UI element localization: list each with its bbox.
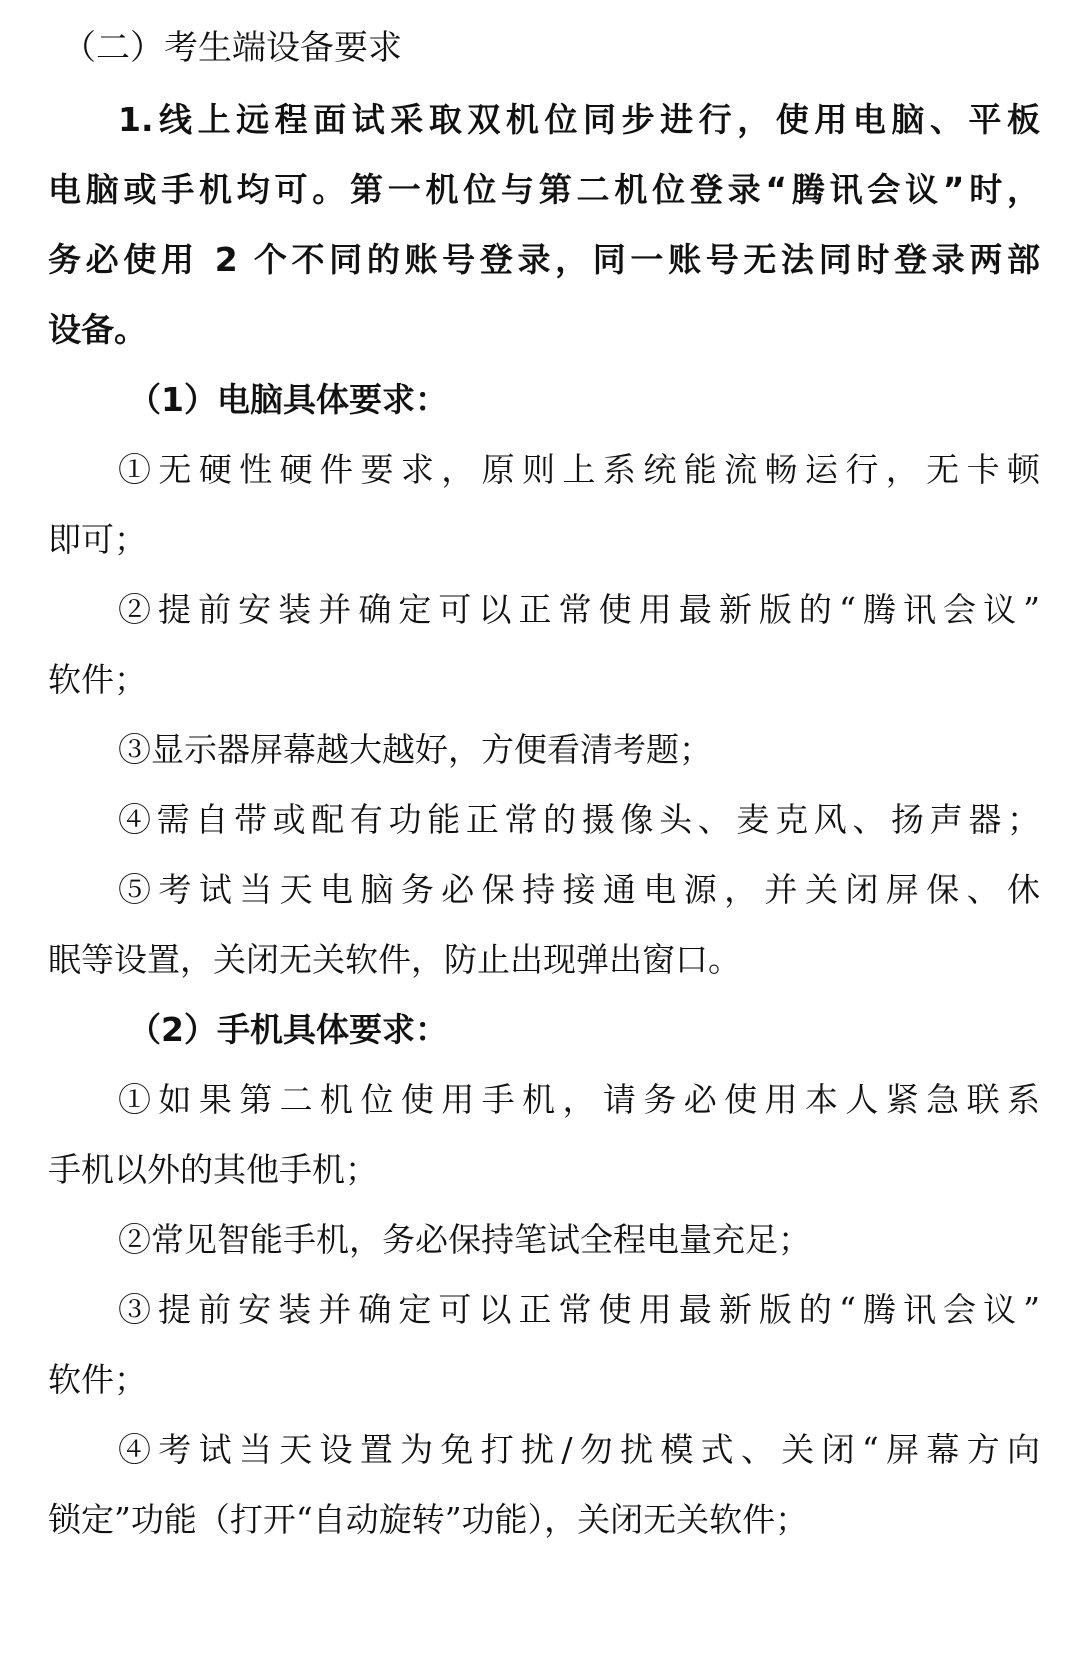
phone-item-2: ②常见智能手机，务必保持笔试全程电量充足；: [118, 1220, 811, 1259]
computer-item-2-line-1: ②提前安装并确定可以正常使用最新版的“腾讯会议”: [118, 590, 1040, 629]
section-title: （二）考生端设备要求: [62, 28, 402, 68]
phone-item-1-line-2: 手机以外的其他手机；: [48, 1150, 378, 1189]
phone-item-4-line-2: 锁定”功能（打开“自动旋转”功能），关闭无关软件；: [48, 1500, 809, 1539]
intro-line-1: 1.线上远程面试采取双机位同步进行，使用电脑、平板: [118, 100, 1040, 139]
computer-heading: （1）电脑具体要求：: [128, 380, 448, 419]
intro-line-2: 电脑或手机均可。第一机位与第二机位登录“腾讯会议”时，: [48, 170, 1040, 209]
phone-item-1-line-1: ①如果第二机位使用手机，请务必使用本人紧急联系: [118, 1080, 1040, 1119]
intro-line-3: 务必使用 2 个不同的账号登录，同一账号无法同时登录两部: [48, 240, 1040, 279]
computer-item-5-line-1: ⑤考试当天电脑务必保持接通电源，并关闭屏保、休: [118, 870, 1040, 909]
computer-item-5-line-2: 眠等设置，关闭无关软件，防止出现弹出窗口。: [48, 940, 741, 979]
computer-item-1-line-1: ①无硬性硬件要求，原则上系统能流畅运行，无卡顿: [118, 450, 1040, 489]
computer-item-3: ③显示器屏幕越大越好，方便看清考题；: [118, 730, 712, 769]
computer-item-4: ④需自带或配有功能正常的摄像头、麦克风、扬声器；: [118, 800, 1040, 839]
intro-line-4: 设备。: [48, 310, 147, 349]
computer-item-1-line-2: 即可；: [48, 520, 147, 559]
phone-heading: （2）手机具体要求：: [128, 1010, 448, 1049]
phone-item-3-line-1: ③提前安装并确定可以正常使用最新版的“腾讯会议”: [118, 1290, 1040, 1329]
phone-item-3-line-2: 软件；: [48, 1360, 147, 1399]
phone-item-4-line-1: ④考试当天设置为免打扰/勿扰模式、关闭“屏幕方向: [118, 1430, 1040, 1469]
computer-item-2-line-2: 软件；: [48, 660, 147, 699]
